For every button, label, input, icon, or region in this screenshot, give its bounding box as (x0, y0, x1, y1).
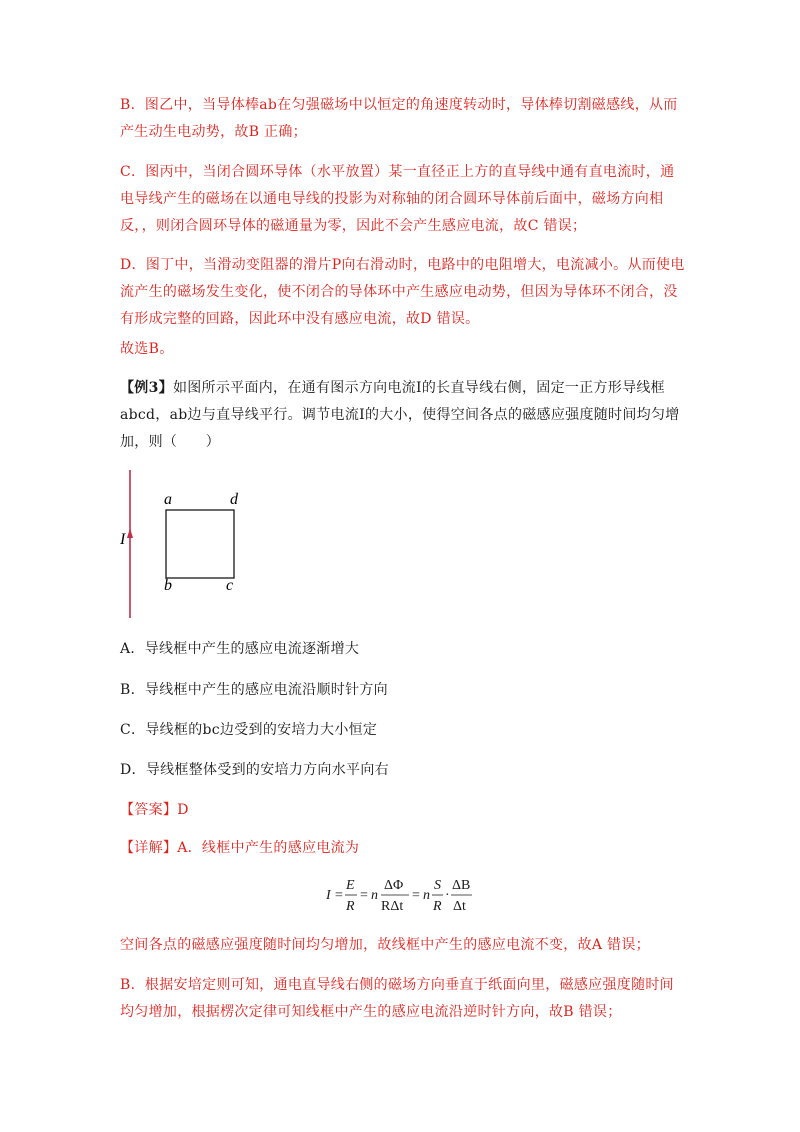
answer: 【答案】D (120, 802, 189, 818)
formula-t3-coef: n (423, 888, 430, 903)
option-d: D．导线框整体受到的安培力方向水平向右 (120, 762, 389, 778)
circuit-figure (118, 470, 258, 620)
analysis-b: B．图乙中，当导体棒ab在匀强磁场中以恒定的角速度转动时，导体棒切割磁感线，从而产生动生电动势，故B 正确； (120, 97, 678, 140)
detail-tag: 【详解】 (120, 840, 178, 856)
formula-t3-b-den: Δt (453, 899, 466, 914)
example-text: 如图所示平面内，在通有图示方向电流I的长直导线右侧，固定一正方形导线框abcd，ab边与直导线平行。调节电流I的大小，使得空间各点的磁感应强度随时间均匀增加，则（ ） (120, 380, 680, 450)
formula-t2-den: RΔt (381, 899, 404, 914)
formula-t2-num: ΔΦ (384, 878, 404, 893)
svg-text:·: · (445, 888, 450, 903)
formula-svg (326, 870, 486, 920)
detail-intro (120, 835, 688, 862)
corner-a-label: a (164, 491, 172, 508)
example-stem (120, 375, 688, 456)
detail-after-formula: 空间各点的磁感应强度随时间均匀增加，故线框中产生的感应电流不变，故A 错误； (120, 937, 650, 953)
corner-d-label: d (230, 491, 238, 508)
induced-current-formula (326, 870, 486, 920)
detail-b: B．根据安培定则可知，通电直导线右侧的磁场方向垂直于纸面向里，磁感应强度随时间均匀增加，根据楞次定律可知线框中产生的感应电流沿逆时针方向，故B 错误； (120, 977, 674, 1020)
analysis-c: C．图丙中，当闭合圆环导体（水平放置）某一直径正上方的直导线中通有直电流时，通电导线产生的磁场在以通电导线的投影为对称轴的闭合圆环导体前后面中，磁场方向相反，，则闭合圆环导体的磁通量为零，因此不会产生感应电流，故C 错误； (120, 164, 675, 234)
formula-t3-a-den: R (433, 899, 442, 914)
formula-t3-a-num: S (434, 878, 441, 893)
svg-text:=: = (360, 888, 368, 903)
wire-loop-diagram (118, 470, 258, 620)
current-arrow-icon (127, 528, 133, 538)
example-tag: 【例3】 (120, 380, 173, 396)
conclusion: 故选B。 (120, 341, 174, 357)
formula-t1-den: R (346, 899, 355, 914)
svg-text:=: = (335, 888, 343, 903)
formula-lhs: I (326, 888, 331, 903)
detail-intro-text: A．线框中产生的感应电流为 (177, 840, 360, 856)
formula-t3-b-num: ΔB (452, 878, 471, 893)
svg-text:=: = (412, 888, 420, 903)
option-a: A．导线框中产生的感应电流逐渐增大 (120, 641, 360, 657)
analysis-d: D．图丁中，当滑动变阻器的滑片P向右滑动时，电路中的电阻增大，电流减小。从而使电流产生的磁场发生变化，使不闭合的导体环中产生感应电动势，但因为导体环不闭合，没有形成完整的回路，因此环中没有感应电流，故D 错误。 (120, 257, 685, 327)
current-label: I (120, 531, 126, 548)
option-b: B．导线框中产生的感应电流沿顺时针方向 (120, 682, 388, 698)
square-loop (166, 510, 234, 578)
corner-c-label: c (226, 577, 234, 594)
corner-b-label: b (164, 577, 172, 594)
formula-t2-coef: n (371, 888, 378, 903)
option-c: C．导线框的bc边受到的安培力大小恒定 (120, 722, 378, 738)
formula-t1-num: E (346, 878, 355, 893)
